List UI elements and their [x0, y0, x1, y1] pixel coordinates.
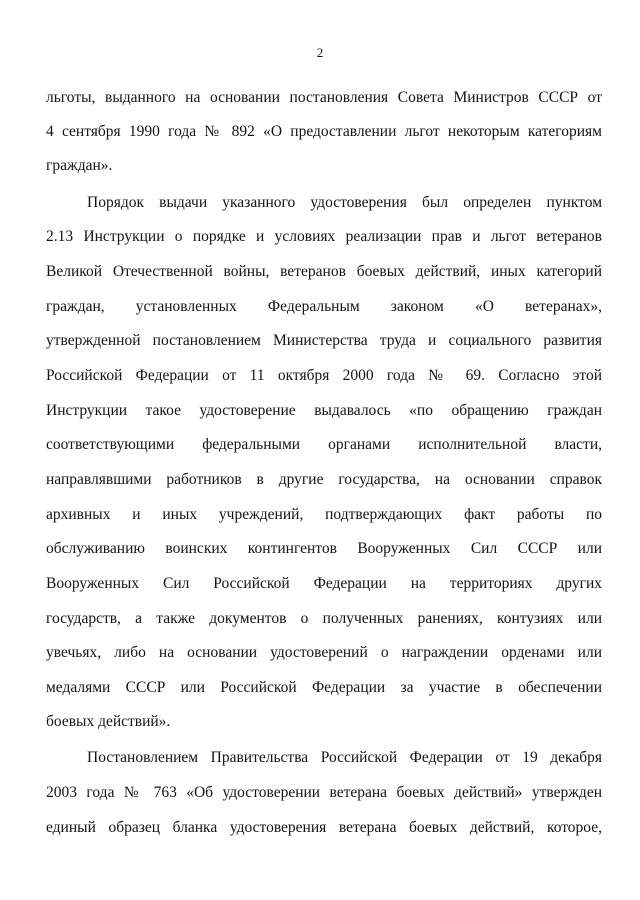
text-line: соответствующими федеральными органами исполнительной власти, — [46, 436, 602, 453]
text-line: 4 сентября 1990 года № 892 «О предоставлении льгот некоторым категориям — [46, 123, 602, 140]
text-line: утвержденной постановлением Министерства труда и социального развития — [46, 332, 602, 349]
text-line: увечьях, либо на основании удостоверений о награждении орденами или — [46, 644, 602, 661]
text-line: Российской Федерации от 11 октября 2000 года № 69. Согласно этой — [46, 367, 602, 384]
text-line: льготы, выданного на основании постановления Совета Министров СССР от — [46, 89, 602, 106]
text-line: Порядок выдачи указанного удостоверения был определен пунктом — [87, 194, 602, 211]
page-number: 2 — [316, 45, 324, 60]
text-line: граждан». — [46, 157, 113, 174]
text-line: 2.13 Инструкции о порядке и условиях реализации прав и льгот ветеранов — [46, 228, 602, 245]
text-line: граждан, установленных Федеральным законом «О ветеранах», — [46, 298, 602, 315]
text-line: Вооруженных Сил Российской Федерации на территориях других — [46, 575, 602, 592]
text-line: направлявшими работников в другие государства, на основании справок — [46, 471, 602, 488]
text-line: архивных и иных учреждений, подтверждающих факт работы по — [46, 506, 602, 523]
text-line: медалями СССР или Российской Федерации за участие в обеспечении — [46, 679, 602, 696]
text-line: 2003 года № 763 «Об удостоверении ветерана боевых действий» утвержден — [46, 784, 602, 801]
text-line: государств, а также документов о полученных ранениях, контузиях или — [46, 610, 602, 627]
text-line: Постановлением Правительства Российской Федерации от 19 декабря — [87, 749, 602, 766]
text-line: Инструкции такое удостоверение выдавалось «по обращению граждан — [46, 402, 602, 419]
text-line: Великой Отечественной войны, ветеранов боевых действий, иных категорий — [46, 263, 602, 280]
text-line: боевых действий». — [46, 713, 171, 730]
text-line: обслуживанию воинских контингентов Вооруженных Сил СССР или — [46, 540, 602, 557]
text-line: единый образец бланка удостоверения ветерана боевых действий, которое, — [46, 819, 602, 836]
